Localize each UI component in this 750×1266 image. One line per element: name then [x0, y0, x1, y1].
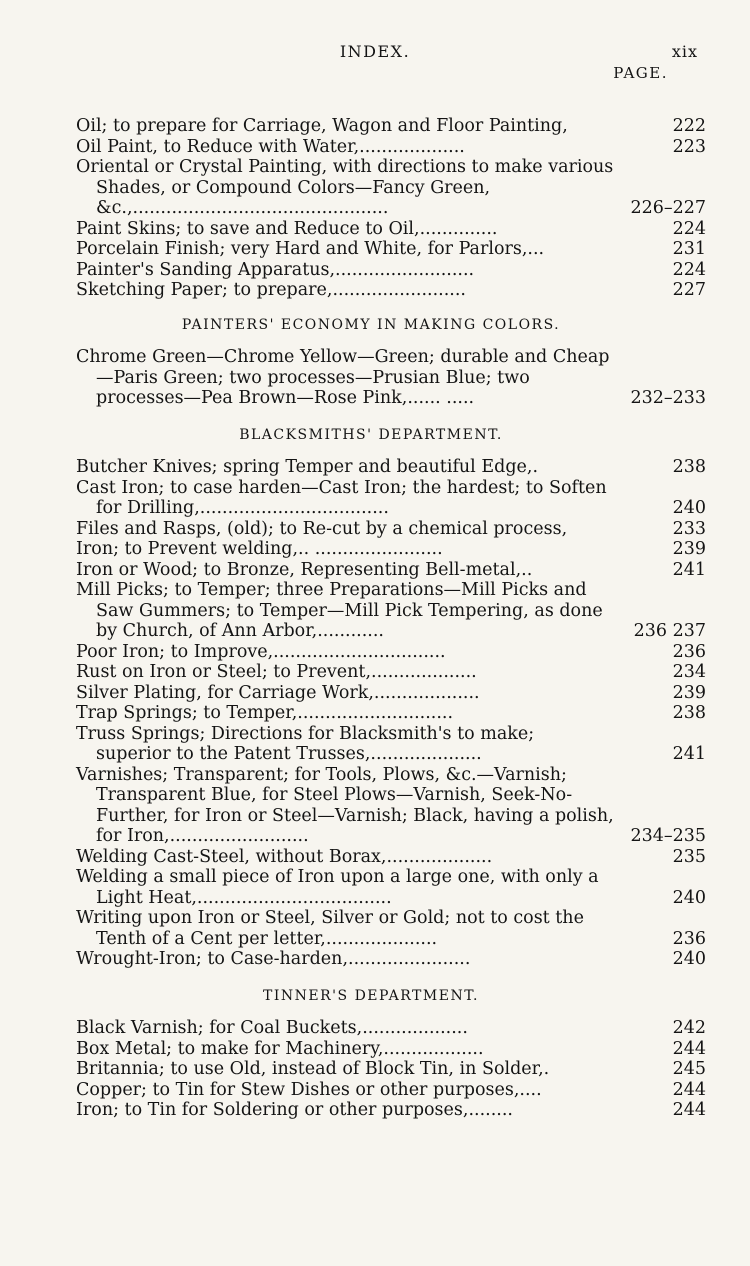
index-entry-text: Cast Iron; to case harden—Cast Iron; the hardest; to Soften for Drilling,..................................	[76, 477, 607, 518]
index-entry-text: Wrought-Iron; to Case-harden,......................	[76, 949, 471, 969]
index-entry-text: Trap Springs; to Temper,............................	[76, 703, 454, 723]
index-entry	[76, 519, 706, 540]
index-entry-page: 241	[672, 559, 706, 580]
index-entry-page: 236	[672, 928, 706, 949]
section-title: BLACKSMITHS' DEPARTMENT.	[239, 426, 503, 443]
index-entry-text: Chrome Green—Chrome Yellow—Green; durable and Cheap—Paris Green; two processes—Prusian Blue; two processes—Pea Brown—Rose Pink,...... .....	[76, 347, 610, 408]
index-entry-text: Rust on Iron or Steel; to Prevent,...................	[76, 662, 477, 682]
index-entry-text: Iron; to Prevent welding,.. .......................	[76, 539, 443, 559]
index-entry	[76, 765, 706, 847]
index-entry	[76, 703, 706, 724]
index-entry	[76, 560, 706, 581]
section-title: TINNER'S DEPARTMENT.	[263, 987, 479, 1004]
index-entry	[76, 280, 706, 301]
index-entry	[76, 949, 706, 970]
index-entry-page: 231	[672, 239, 706, 259]
index-entry-page: 232–233	[630, 388, 706, 408]
index-entry-text: Britannia; to use Old, instead of Block Tin, in Solder,.	[76, 1059, 550, 1079]
index-entry-text: Mill Picks; to Temper; three Preparations—Mill Picks and Saw Gummers; to Temper—Mill Pick Tempering, as done by Church, of Ann Arbor,............	[76, 580, 603, 641]
index-entry	[76, 662, 706, 683]
index-entry	[76, 908, 706, 949]
index-entry-text: Paint Skins; to save and Reduce to Oil,..............	[76, 218, 498, 239]
index-entry	[76, 867, 706, 908]
index-entry-page: 227	[672, 280, 706, 300]
index-entry-text: Welding a small piece of Iron upon a large one, with only a Light Heat,...................................	[76, 867, 599, 908]
index-entry-page: 238	[672, 703, 706, 723]
index-entry-text: Butcher Knives; spring Temper and beautiful Edge,.	[76, 457, 539, 477]
index-entry-text: Truss Springs; Directions for Blacksmith's to make; superior to the Patent Trusses,....................	[76, 723, 535, 764]
index-entry-text: Oil Paint, to Reduce with Water,...................	[76, 136, 465, 157]
index-entry-text: Welding Cast-Steel, without Borax,...................	[76, 846, 493, 867]
index-entry-text: Iron; to Tin for Soldering or other purposes,........	[76, 1100, 513, 1120]
index-entry-page: 238	[672, 457, 706, 477]
index-entry-text: Oil; to prepare for Carriage, Wagon and Floor Painting,	[76, 116, 568, 136]
index-entry-text: Oriental or Crystal Painting, with directions to make various Shades, or Compound Colors—Fancy Green, &c.,..............................................	[76, 157, 614, 218]
index-entry-page: 234	[672, 662, 706, 682]
index-entry-page: 239	[672, 682, 706, 703]
index-entry-text: Silver Plating, for Carriage Work,...................	[76, 682, 480, 703]
index-entry-page: 240	[672, 949, 706, 969]
index-entry-page: 226–227	[630, 198, 706, 218]
index-entry	[76, 1080, 706, 1101]
index-entry-page: 239	[672, 539, 706, 559]
index-entry	[76, 1039, 706, 1060]
index-entry	[76, 478, 706, 519]
index-content	[76, 116, 706, 1121]
index-entry	[76, 847, 706, 868]
index-entry-page: 245	[672, 1059, 706, 1079]
index-entry-text: Sketching Paper; to prepare,........................	[76, 280, 466, 300]
index-entry	[76, 347, 706, 409]
index-entry-page: 244	[672, 1038, 706, 1059]
index-entry	[76, 1018, 706, 1039]
index-header-title: INDEX.	[339, 42, 411, 61]
index-entry-page: 240	[672, 887, 706, 908]
section-title: PAINTERS' ECONOMY IN MAKING COLORS.	[181, 316, 561, 333]
index-entry	[76, 239, 706, 260]
index-entry-text: Iron or Wood; to Bronze, Representing Bell-metal,..	[76, 559, 533, 580]
index-entry-text: Varnishes; Transparent; for Tools, Plows, &c.—Varnish; Transparent Blue, for Steel Plows—Varnish, Seek-No-Further, for Iron or Steel—Varnish; Black, having a polish, for Iron,.........................	[76, 764, 614, 846]
index-entry-page: 236 237	[633, 621, 706, 641]
page-number: xix	[671, 42, 698, 61]
index-entry	[76, 157, 706, 219]
index-entry-page: 241	[672, 744, 706, 764]
index-entry-page: 235	[672, 846, 706, 867]
index-entry	[76, 219, 706, 240]
index-entry	[76, 539, 706, 560]
index-entry	[76, 1059, 706, 1080]
index-entry-page: 240	[672, 498, 706, 518]
index-entry-text: Writing upon Iron or Steel, Silver or Gold; not to cost the Tenth of a Cent per letter,....................	[76, 908, 584, 949]
index-entry-page: 222	[672, 116, 706, 136]
index-entry	[76, 580, 706, 642]
index-entry	[76, 642, 706, 663]
index-entry-text: Porcelain Finish; very Hard and White, for Parlors,...	[76, 239, 545, 259]
index-entry	[76, 116, 706, 137]
page-column-label: PAGE.	[613, 64, 668, 82]
index-entry-text: Copper; to Tin for Stew Dishes or other purposes,....	[76, 1079, 542, 1100]
index-entry-page: 234–235	[630, 826, 706, 846]
index-entry-page: 236	[672, 641, 706, 662]
index-entry-text: Black Varnish; for Coal Buckets,...................	[76, 1018, 468, 1038]
index-entry-text: Poor Iron; to Improve,...............................	[76, 641, 446, 662]
index-entry	[76, 457, 706, 478]
index-entry-page: 224	[672, 218, 706, 239]
index-entry-page: 244	[672, 1079, 706, 1100]
index-entry-page: 242	[672, 1018, 706, 1038]
index-entry	[76, 683, 706, 704]
index-entry	[76, 1100, 706, 1121]
index-entry	[76, 260, 706, 281]
index-entry-page: 233	[672, 518, 706, 539]
index-entry-page: 224	[672, 259, 706, 280]
index-entry-text: Painter's Sanding Apparatus,.........................	[76, 259, 475, 280]
index-entry-text: Files and Rasps, (old); to Re-cut by a chemical process,	[76, 518, 568, 539]
index-entry-text: Box Metal; to make for Machinery,..................	[76, 1038, 484, 1059]
index-entry-page: 244	[672, 1100, 706, 1120]
index-entry-page: 223	[672, 136, 706, 157]
index-entry	[76, 137, 706, 158]
index-entry	[76, 724, 706, 765]
